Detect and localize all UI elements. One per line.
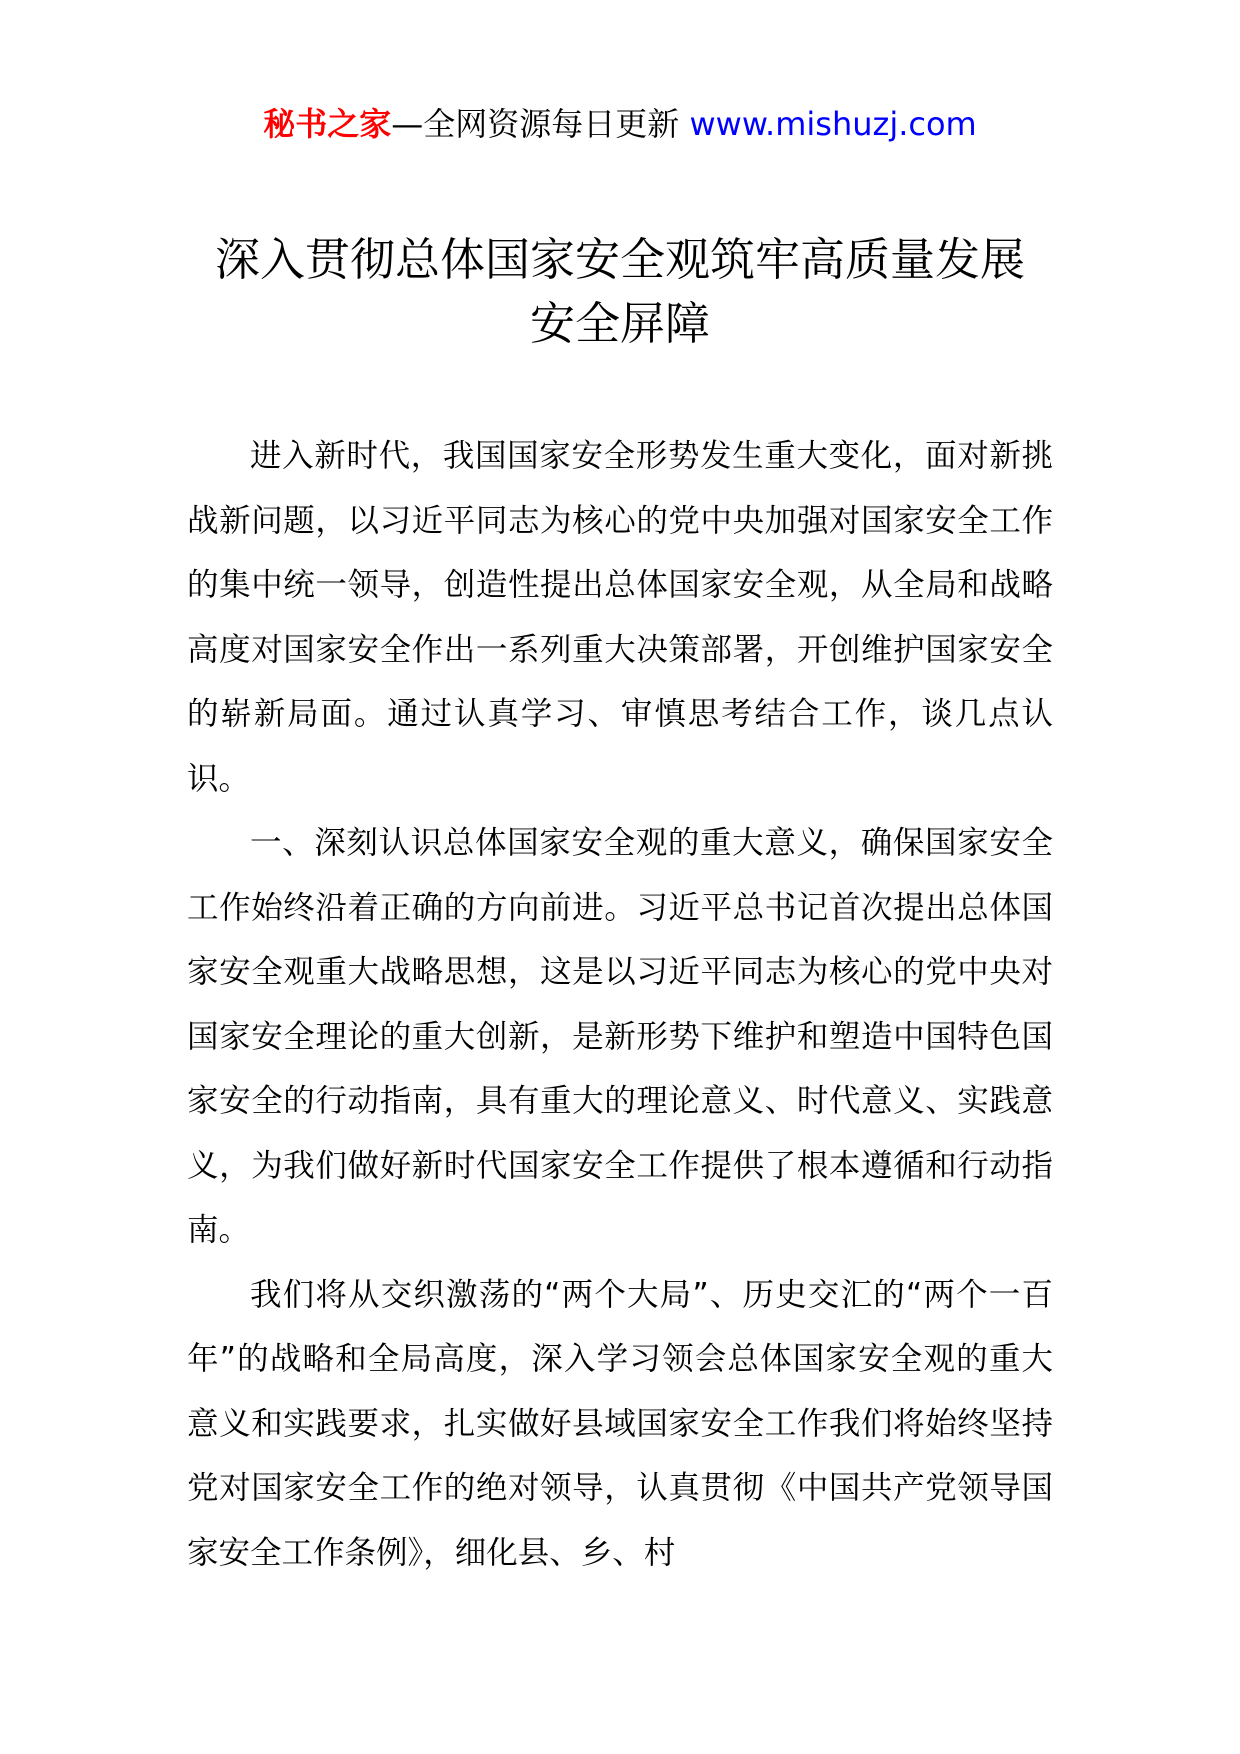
site-header (0, 102, 1240, 146)
paragraph-section-one: 一、深刻认识总体国家安全观的重大意义，确保国家安全工作始终沿着正确的方向前进。习近平总书记首次提出总体国家安全观重大战略思想，这是以习近平同志为核心的党中央对国家安全理论的重大创新，是新形势下维护和塑造中国特色国家安全的行动指南，具有重大的理论意义、时代意义、实践意义，为我们做好新时代国家安全工作提供了根本遵循和行动指南。 (187, 825, 1053, 1248)
paragraph-implementation: 我们将从交织激荡的“两个大局”、历史交汇的“两个一百年”的战略和全局高度，深入学习领会总体国家安全观的重大意义和实践要求，扎实做好县域国家安全工作我们将始终坚持党对国家安全工作的绝对领导，认真贯彻《中国共产党领导国家安全工作条例》，细化县、乡、村 (187, 1276, 1053, 1571)
site-url-link[interactable]: www.mishuzj.com (689, 105, 977, 143)
title-line-1: 深入贯彻总体国家安全观筑牢高质量发展 (214, 233, 1025, 286)
header-tagline: —全网资源每日更新 (391, 105, 690, 143)
paragraph-intro: 进入新时代，我国国家安全形势发生重大变化，面对新挑战新问题，以习近平同志为核心的党中央加强对国家安全工作的集中统一领导，创造性提出总体国家安全观，从全局和战略高度对国家安全作出一系列重大决策部署，开创维护国家安全的崭新局面。通过认真学习、审慎思考结合工作，谈几点认识。 (187, 438, 1053, 797)
brand-name: 秘书之家 (263, 105, 392, 143)
document-body (187, 424, 1053, 1585)
title-line-2: 安全屏障 (529, 297, 710, 350)
document-title (120, 228, 1120, 356)
